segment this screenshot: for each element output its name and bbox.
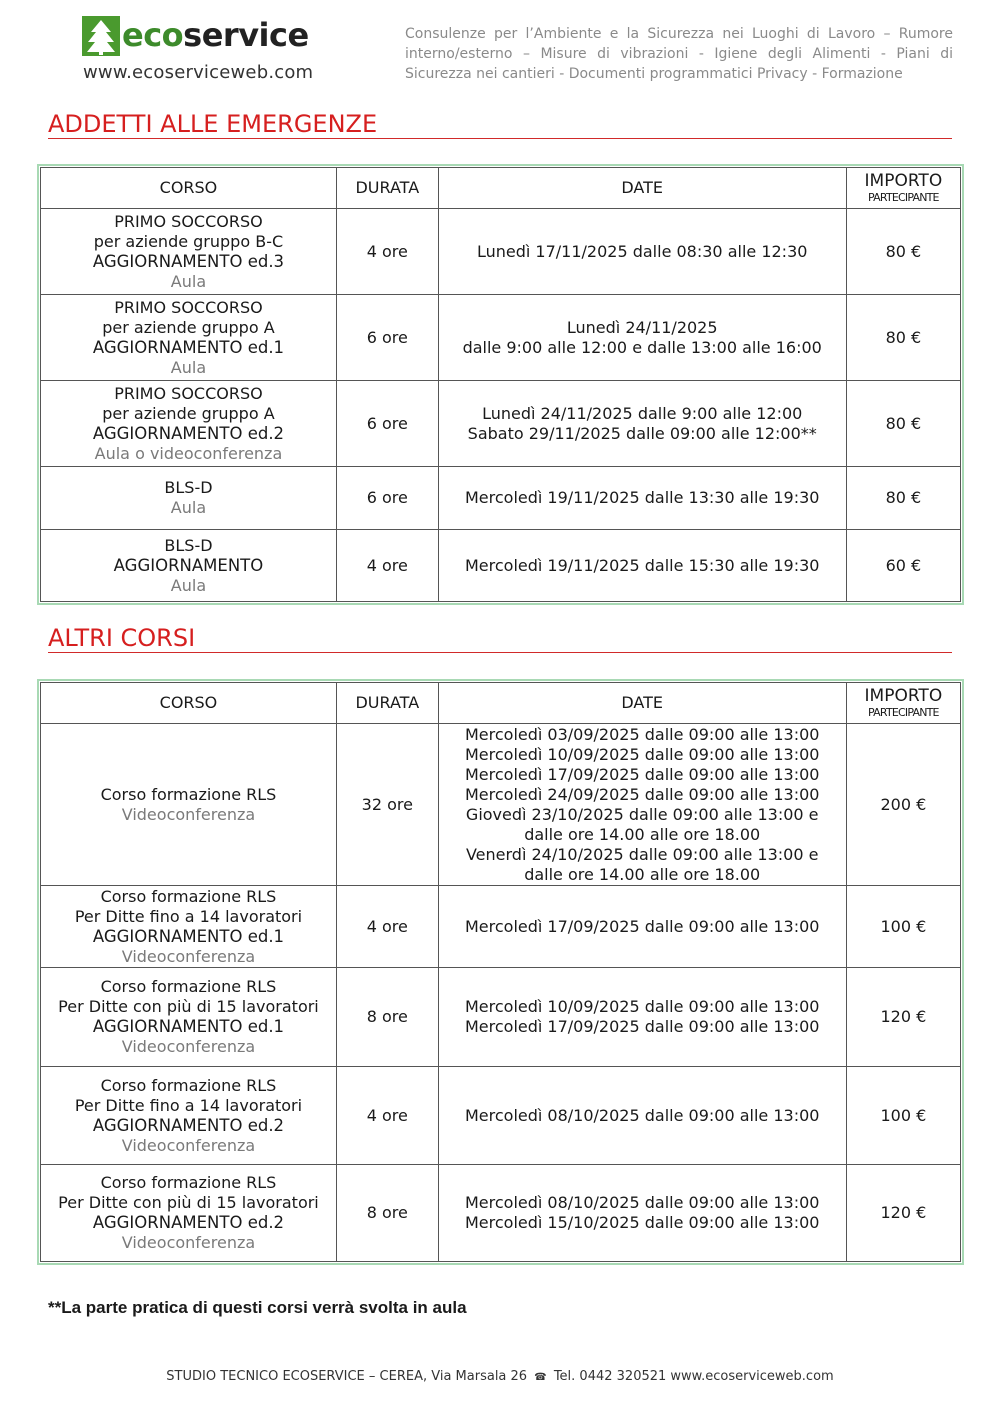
cell-corso — [41, 724, 337, 886]
cell-importo: 80 € — [846, 295, 960, 381]
logo-service-text: service — [183, 16, 309, 54]
header-corso: CORSO — [41, 168, 337, 209]
table-row — [41, 381, 961, 467]
cell-corso — [41, 1067, 337, 1165]
date-line: dalle ore 14.00 alle ore 18.00 — [524, 824, 761, 844]
footer-address: STUDIO TECNICO ECOSERVICE – CEREA, Via Marsala 26 — [166, 1369, 528, 1384]
cell-importo: 80 € — [846, 209, 960, 295]
section-title-emergenze: ADDETTI ALLE EMERGENZE — [48, 110, 952, 139]
cell-corso — [41, 381, 337, 467]
header-date: DATE — [438, 683, 846, 724]
table-row — [41, 1165, 961, 1262]
cell-date — [438, 1165, 846, 1262]
cell-corso — [41, 886, 337, 968]
table-row — [41, 724, 961, 886]
date-line: Mercoledì 08/10/2025 dalle 09:00 alle 13:00 — [464, 1193, 820, 1212]
course-sub: Per Ditte fino a 14 lavoratori — [74, 906, 303, 926]
course-mode: Aula — [170, 498, 207, 517]
cell-date — [438, 1067, 846, 1165]
date-line: Sabato 29/11/2025 dalle 09:00 alle 12:00** — [467, 423, 817, 443]
course-agg: AGGIORNAMENTO ed.1 — [92, 926, 285, 946]
altri-corsi-table-frame — [37, 679, 964, 1265]
logo-eco-text: eco — [122, 16, 184, 54]
table-header-row — [41, 683, 961, 724]
cell-durata: 6 ore — [336, 467, 438, 530]
course-mode: Videoconferenza — [121, 1037, 256, 1056]
emergenze-table — [40, 167, 961, 602]
course-agg: AGGIORNAMENTO ed.2 — [92, 1115, 285, 1135]
header-importo-sublabel: PARTECIPANTE — [868, 706, 939, 719]
course-agg: AGGIORNAMENTO ed.2 — [92, 1213, 285, 1232]
phone-icon: ☎ — [534, 1372, 547, 1383]
course-agg: AGGIORNAMENTO ed.1 — [92, 337, 285, 357]
header-importo — [846, 683, 960, 724]
date-line: Venerdì 24/10/2025 dalle 09:00 alle 13:00 e — [465, 844, 819, 864]
page-header — [0, 0, 1000, 100]
course-mode: Aula — [170, 575, 207, 595]
header-importo-label: IMPORTO — [864, 686, 943, 706]
cell-durata: 4 ore — [336, 209, 438, 295]
company-tagline: Consulenze per l’Ambiente e la Sicurezza nei Luoghi di Lavoro – Rumore interno/esterno – Misure di vibrazioni - Igiene degli Alimenti - Piani di Sicurezza nei cantieri - Documenti programmatici Privacy - Formazione — [405, 26, 953, 82]
course-name: Corso formazione RLS — [100, 886, 277, 906]
footnote: **La parte pratica di questi corsi verrà svolta in aula — [48, 1298, 467, 1317]
header-importo-label: IMPORTO — [864, 171, 943, 191]
course-sub: per aziende gruppo B-C — [93, 231, 284, 251]
course-name: Corso formazione RLS — [100, 784, 277, 804]
page-footer — [0, 1369, 1000, 1384]
cell-date — [438, 724, 846, 886]
course-mode: Aula o videoconferenza — [94, 443, 283, 463]
cell-corso — [41, 1165, 337, 1262]
header-durata: DURATA — [336, 683, 438, 724]
header-date: DATE — [438, 168, 846, 209]
course-name: Corso formazione RLS — [100, 1075, 277, 1095]
course-agg: AGGIORNAMENTO ed.2 — [92, 423, 285, 443]
cell-corso — [41, 530, 337, 602]
date-line: Mercoledì 19/11/2025 dalle 15:30 alle 19:30 — [464, 555, 820, 575]
cell-durata: 6 ore — [336, 295, 438, 381]
course-name: Corso formazione RLS — [100, 1173, 277, 1192]
course-mode: Videoconferenza — [121, 1233, 256, 1252]
altri-corsi-table — [40, 682, 961, 1262]
cell-date — [438, 467, 846, 530]
cell-importo: 120 € — [846, 968, 960, 1067]
date-line: dalle ore 14.00 alle ore 18.00 — [524, 864, 761, 884]
cell-corso — [41, 467, 337, 530]
date-line: Mercoledì 19/11/2025 dalle 13:30 alle 19:30 — [464, 488, 820, 507]
cell-corso — [41, 209, 337, 295]
course-mode: Videoconferenza — [121, 1135, 256, 1155]
date-line: Mercoledì 17/09/2025 dalle 09:00 alle 13:00 — [464, 764, 820, 784]
cell-date — [438, 886, 846, 968]
table-header-row — [41, 168, 961, 209]
course-sub: Per Ditte con più di 15 lavoratori — [58, 997, 319, 1016]
table-row — [41, 295, 961, 381]
course-mode: Aula — [170, 357, 207, 377]
date-line: Mercoledì 10/09/2025 dalle 09:00 alle 13:00 — [464, 744, 820, 764]
date-line: Lunedì 24/11/2025 — [566, 317, 718, 337]
cell-durata: 6 ore — [336, 381, 438, 467]
cell-durata: 4 ore — [336, 886, 438, 968]
cell-importo: 120 € — [846, 1165, 960, 1262]
cell-importo: 80 € — [846, 467, 960, 530]
cell-corso — [41, 295, 337, 381]
course-sub: per aziende gruppo A — [102, 317, 275, 337]
date-line: Lunedì 24/11/2025 dalle 9:00 alle 12:00 — [482, 403, 803, 423]
table-row — [41, 1067, 961, 1165]
cell-date — [438, 530, 846, 602]
header-corso: CORSO — [41, 683, 337, 724]
table-row — [41, 968, 961, 1067]
date-line: Lunedì 17/11/2025 dalle 08:30 alle 12:30 — [476, 241, 808, 261]
course-agg: AGGIORNAMENTO ed.1 — [92, 1017, 285, 1036]
course-agg: AGGIORNAMENTO ed.3 — [92, 251, 285, 271]
cell-importo: 200 € — [846, 724, 960, 886]
date-line: Mercoledì 03/09/2025 dalle 09:00 alle 13:00 — [464, 724, 820, 744]
cell-importo: 60 € — [846, 530, 960, 602]
table-row — [41, 209, 961, 295]
course-agg: AGGIORNAMENTO — [113, 555, 264, 575]
ecoservice-logo — [80, 16, 340, 86]
date-line: Mercoledì 08/10/2025 dalle 09:00 alle 13:00 — [464, 1105, 820, 1125]
cell-date — [438, 968, 846, 1067]
course-mode: Aula — [170, 271, 207, 291]
course-name: PRIMO SOCCORSO — [114, 383, 263, 403]
course-sub: per aziende gruppo A — [102, 403, 275, 423]
pine-tree-icon — [82, 16, 122, 58]
date-line: Mercoledì 17/09/2025 dalle 09:00 alle 13:00 — [464, 916, 820, 936]
cell-corso — [41, 968, 337, 1067]
course-mode: Videoconferenza — [121, 946, 256, 966]
course-sub: Per Ditte fino a 14 lavoratori — [74, 1095, 303, 1115]
logo-website: www.ecoserviceweb.com — [83, 62, 314, 83]
section-title-altri-corsi: ALTRI CORSI — [48, 624, 952, 653]
course-name: BLS-D — [164, 535, 213, 555]
header-importo — [846, 168, 960, 209]
date-line: Mercoledì 15/10/2025 dalle 09:00 alle 13:00 — [464, 1213, 820, 1232]
cell-importo: 100 € — [846, 1067, 960, 1165]
course-sub: Per Ditte con più di 15 lavoratori — [58, 1193, 319, 1212]
cell-durata: 32 ore — [336, 724, 438, 886]
table-row — [41, 467, 961, 530]
course-name: PRIMO SOCCORSO — [114, 211, 263, 231]
cell-durata: 8 ore — [336, 1165, 438, 1262]
cell-durata: 8 ore — [336, 968, 438, 1067]
header-durata: DURATA — [336, 168, 438, 209]
logo-wordmark — [122, 16, 309, 54]
emergenze-table-frame — [37, 164, 964, 605]
course-mode: Videoconferenza — [121, 804, 256, 824]
cell-date — [438, 295, 846, 381]
date-line: Mercoledì 24/09/2025 dalle 09:00 alle 13:00 — [464, 784, 820, 804]
cell-durata: 4 ore — [336, 530, 438, 602]
cell-date — [438, 381, 846, 467]
date-line: Giovedì 23/10/2025 dalle 09:00 alle 13:00 e — [465, 804, 819, 824]
date-line: dalle 9:00 alle 12:00 e dalle 13:00 alle 16:00 — [462, 337, 822, 357]
course-name: PRIMO SOCCORSO — [114, 297, 263, 317]
table-row — [41, 530, 961, 602]
course-name: BLS-D — [164, 478, 213, 497]
cell-date — [438, 209, 846, 295]
cell-durata: 4 ore — [336, 1067, 438, 1165]
header-importo-sublabel: PARTECIPANTE — [868, 191, 939, 204]
cell-importo: 100 € — [846, 886, 960, 968]
table-row — [41, 886, 961, 968]
footer-contacts: Tel. 0442 320521 www.ecoserviceweb.com — [553, 1369, 834, 1384]
date-line: Mercoledì 17/09/2025 dalle 09:00 alle 13:00 — [464, 1017, 820, 1036]
cell-importo: 80 € — [846, 381, 960, 467]
date-line: Mercoledì 10/09/2025 dalle 09:00 alle 13:00 — [464, 997, 820, 1016]
course-name: Corso formazione RLS — [100, 977, 277, 996]
